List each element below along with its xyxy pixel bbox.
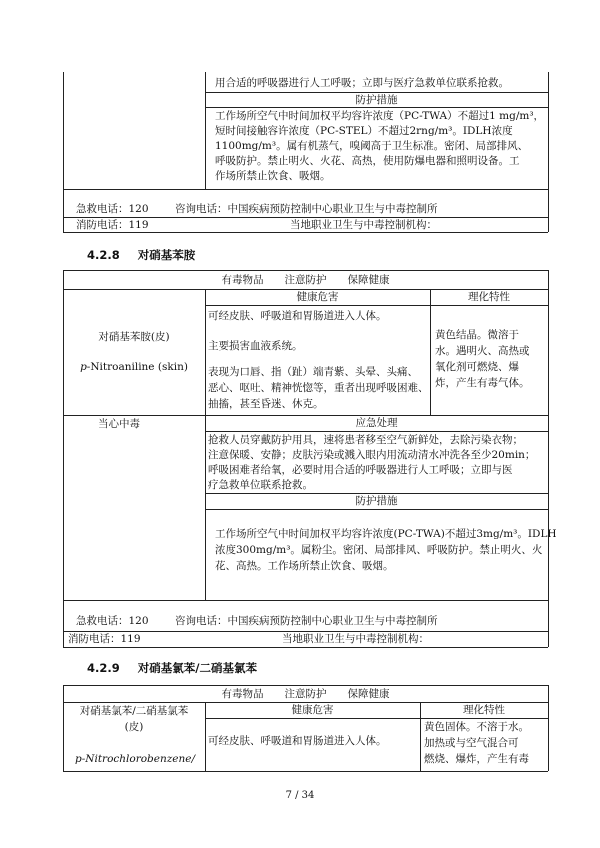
protection-line: 浓度300mg/m³。属粉尘。密闭、局部排风、呼吸防护。禁止明火、火	[215, 544, 543, 556]
protection-line: 1100mg/m³。属有机蒸气，嗅阈高于卫生标准。密闭、局部排风、	[215, 140, 529, 152]
consult-phone: 咨询电话：中国疾病预防控制中心职业卫生与中毒控制所	[175, 615, 438, 627]
fire-phone: 消防电话：119	[68, 633, 141, 645]
fire-phone: 消防电话：119	[76, 219, 149, 231]
first-aid-text: 用合适的呼吸器进行人工呼吸；立即与医疗急救单位联系抢救。	[215, 77, 509, 89]
warning-banner: 有毒物品 注意防护 保障健康	[221, 274, 390, 286]
emergency-phone: 急救电话：120	[76, 615, 149, 627]
first-aid-line: 抢救人员穿戴防护用具，速将患者移至空气新鲜处，去除污染衣物；	[208, 434, 523, 446]
protection-line: 呼吸防护。禁止明火、火花、高热，使用防爆电器和照明设备。工	[215, 155, 520, 167]
section-title: 对硝基氯苯/二硝基氯苯	[137, 661, 257, 675]
chemical-name-cn: (皮)	[124, 721, 144, 733]
protection-line: 短时间接触容许浓度（PC-STEL）不超过2rng/m³。IDLH浓度	[215, 125, 513, 137]
health-text: 主要损害血液系统。	[208, 340, 303, 352]
section-number: 4.2.8	[87, 248, 120, 262]
consult-phone: 咨询电话：中国疾病预防控制中心职业卫生与中毒控制所	[175, 203, 438, 215]
protection-line: 工作场所空气中时间加权平均容许浓度（PC-TWA）不超过1 mg/m³，	[215, 110, 545, 122]
property-text: 燃烧、爆炸，产生有毒	[424, 753, 529, 765]
protection-line: 花、高热。工作场所禁止饮食、吸烟。	[215, 560, 394, 572]
property-text: 加热或与空气混合可	[424, 737, 519, 749]
protection-header: 防护措施	[355, 495, 398, 507]
first-aid-line: 注意保暖、安静；皮肤污染或溅入眼内用流动清水冲洗各至少20min；	[208, 449, 536, 461]
first-aid-header: 应急处理	[355, 417, 398, 429]
caution-label: 当心中毒	[98, 418, 140, 430]
property-header: 理化特性	[468, 291, 510, 303]
first-aid-line: 呼吸困难者给氧，必要时用合适的呼吸器进行人工呼吸；立即与医	[208, 464, 513, 476]
page-number: 7 / 34	[285, 790, 315, 801]
property-text: 黄色固体。不溶于水。	[424, 721, 529, 733]
chemical-name-cn: 对硝基氯苯/二硝基氯苯	[79, 705, 189, 717]
chemical-name-en: p-Nitrochlorobenzene/	[75, 753, 196, 765]
health-text: 抽搐，甚至昏迷、休克。	[208, 398, 324, 410]
local-agency: 当地职业卫生与中毒控制机构：	[282, 633, 429, 645]
property-text: 黄色结晶。微溶于	[435, 329, 519, 341]
health-text: 可经皮肤、呼吸道和胃肠道进入人体。	[208, 310, 387, 322]
first-aid-line: 疗急救单位联系抢救。	[208, 479, 313, 491]
property-header: 理化特性	[463, 704, 505, 716]
property-text: 氧化剂可燃烧、爆	[435, 361, 519, 373]
health-text: 可经皮肤、呼吸道和胃肠道进入人体。	[208, 735, 387, 747]
warning-banner: 有毒物品 注意防护 保障健康	[221, 688, 390, 700]
health-header: 健康危害	[296, 291, 339, 303]
health-header: 健康危害	[291, 704, 334, 716]
chemical-name-en: p-Nitroaniline (skin)	[80, 361, 188, 373]
chemical-name-cn: 对硝基苯胺(皮)	[98, 331, 170, 343]
emergency-phone: 急救电话：120	[76, 203, 149, 215]
section-title: 对硝基苯胺	[137, 248, 196, 262]
property-text: 水。遇明火、高热或	[435, 345, 530, 357]
protection-line: 作场所禁止饮食、吸烟。	[215, 170, 331, 182]
section-heading-429	[87, 660, 257, 676]
local-agency: 当地职业卫生与中毒控制机构：	[290, 219, 437, 231]
protection-header: 防护措施	[355, 94, 398, 106]
property-text: 炸，产生有毒气体。	[435, 377, 530, 389]
section-heading-428	[87, 247, 195, 263]
protection-line: 工作场所空气中时间加权平均容许浓度(PC-TWA)不超过3mg/m³。IDLH	[215, 528, 557, 540]
health-text: 恶心、呕吐、精神恍惚等，重者出现呼吸困难、	[208, 382, 429, 394]
health-text: 表现为口唇、指（趾）端青紫、头晕、头痛、	[208, 366, 418, 378]
section-number: 4.2.9	[87, 661, 120, 675]
